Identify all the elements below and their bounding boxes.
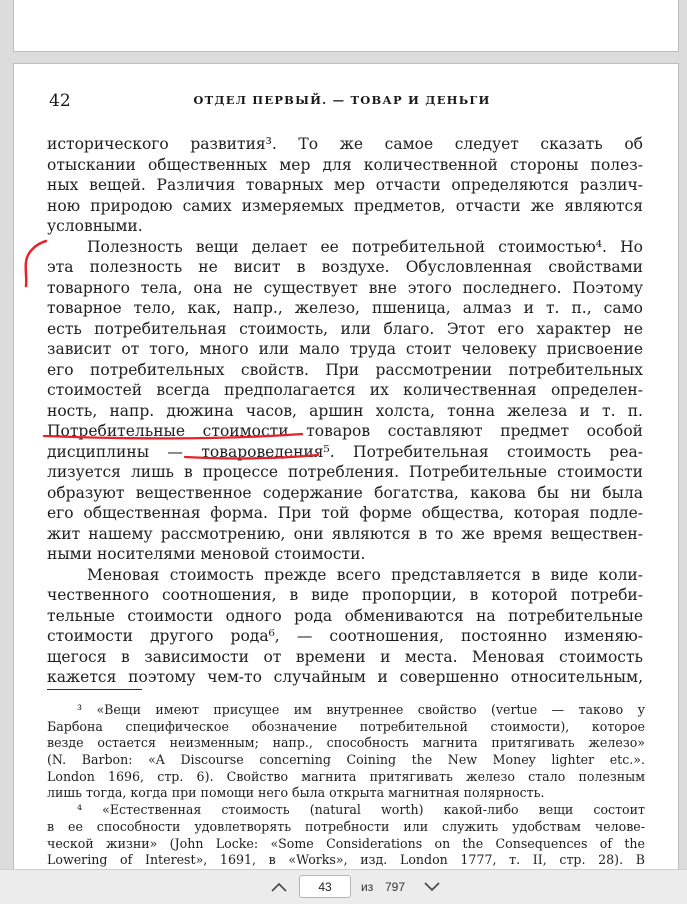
text-line: жит нашему рассмотрению, они являются в то же время веществен- — [47, 524, 643, 543]
text-line: ных вещей. Различия товарных мер отчасти определяются различ- — [47, 176, 643, 194]
text-line: стоимостей всегда предполагается их количественная определен- — [47, 381, 643, 399]
footnote-line: везде остается неизменным; напр., способность магнита притягивать железо» — [47, 735, 645, 751]
text-line: эта полезность не висит в воздухе. Обусловленная свойствами — [47, 258, 643, 276]
text-line: Полезность вещи делает ее потребительной стоимостью⁴. Но — [87, 237, 643, 256]
footnote-line: в ее способности удовлетворять потребности или служить удобствам челове- — [47, 818, 645, 834]
text-line: товарного тела, она не существует вне этого последнего. Поэтому — [47, 278, 643, 297]
page-number-input[interactable] — [299, 875, 351, 898]
text-line: товарное тело, как, напр., железо, пшеница, алмаз и т. п., само — [47, 299, 643, 317]
main-text — [47, 134, 643, 688]
text-line: есть потребительная стоимость, или благо. Этот его характер не — [47, 319, 643, 338]
text-line: щегося в зависимости от времени и места. Меновая стоимость — [47, 647, 643, 666]
text-line: стоимости другого рода⁶, — соотношения, постоянно изменяю- — [47, 627, 643, 645]
footnotes — [47, 702, 645, 886]
text-line: ною природою самих измеряемых предметов, отчасти же являются — [47, 196, 643, 215]
footnote-line: ческой жизни» (John Locke: «Some Considerations on the Consequences of the — [47, 835, 645, 851]
text-line: кажется поэтому чем-то случайным и совершенно относительным, — [47, 668, 643, 686]
running-title: ОТДЕЛ ПЕРВЫЙ. — ТОВАР И ДЕНЬГИ — [193, 93, 491, 107]
footnote-line: (N. Barbon: «A Discourse concerning Coining the New Money lighter etc.». — [47, 752, 645, 768]
footnote-separator — [47, 689, 142, 690]
running-header — [47, 91, 637, 111]
text-line: отыскании общественных мер для количественной стороны полез- — [47, 155, 643, 174]
text-line: его общественная форма. При той форме общества, которая подле- — [47, 504, 643, 522]
previous-page-edge — [13, 0, 679, 52]
footnote-line: ⁴ «Естественная стоимость (natural worth) какой-либо вещи состоит — [77, 802, 645, 818]
page-navigation-bar — [0, 869, 687, 904]
text-line: ность, напр. дюжина часов, аршин холста, тонна железа и т. п. — [47, 401, 643, 420]
text-line: дисциплины — товароведения⁵. Потребительная стоимость реа- — [47, 442, 643, 461]
text-line: Потребительные стоимости товаров составляют предмет особой — [47, 422, 643, 440]
text-line: тельные стоимости одного рода обмениваются на потребительные — [47, 606, 643, 625]
next-page-button[interactable] — [421, 876, 443, 898]
document-page — [13, 63, 679, 871]
text-line: лизуется лишь в процессе потребления. Потребительные стоимости — [47, 463, 643, 481]
footnote-line: London 1696, стр. 6). Свойство магнита притягивать железо стало полезным — [47, 768, 645, 784]
text-line: условными. — [47, 217, 143, 235]
text-line: зависит от того, много или мало труда стоит человеку присвоение — [47, 340, 643, 358]
page-number: 42 — [49, 91, 71, 111]
text-line: ными носителями меновой стоимости. — [47, 545, 366, 563]
total-pages: 797 — [385, 880, 406, 894]
text-line: Меновая стоимость прежде всего представляется в виде коли- — [87, 565, 643, 584]
previous-page-button[interactable] — [268, 876, 290, 898]
chevron-down-icon — [424, 882, 440, 892]
footnote-line: Барбона специфическое обозначение потребительной стоимости), которое — [47, 718, 645, 734]
footnote-line: Lowering of Interest», 1691, в «Works», изд. London 1777, т. II, стр. 28). В — [47, 852, 645, 868]
text-line: чественного соотношения, в виде пропорции, в которой потреби- — [47, 586, 643, 604]
chevron-up-icon — [271, 882, 287, 892]
footnote-line: лишь тогда, когда при помощи него была открыта магнитная полярность. — [47, 785, 545, 801]
text-line: образуют вещественное содержание богатства, какова бы ни была — [47, 483, 643, 502]
text-line: исторического развития³. То же самое следует сказать об — [47, 135, 643, 153]
of-label: из — [361, 880, 374, 894]
footnote-line: ³ «Вещи имеют присущее им внутреннее свойство (vertue — таково у — [77, 702, 645, 717]
text-line: его потребительных свойств. При рассмотрении потребительных — [47, 360, 643, 379]
